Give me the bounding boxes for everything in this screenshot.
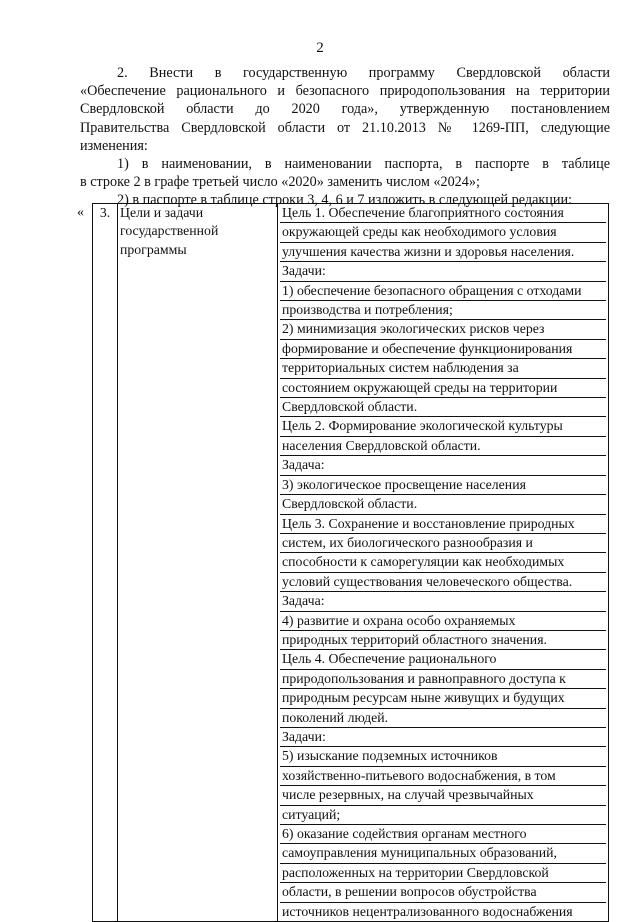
row-name-line: Цели и задачи [120, 205, 204, 220]
content-line: источников нецентрализованного водоснабжения [282, 903, 573, 919]
content-line: Задача: [280, 456, 606, 475]
content-line: числе резервных, на случай чрезвычайных [280, 786, 606, 805]
table-open-quote: « [77, 205, 84, 220]
content-line: населения Свердловской области. [280, 437, 606, 456]
intro-p1-line-4: Правительства Свердловской области от 21.10.2013 № 1269-ПП, следующие [80, 119, 610, 136]
content-line: Цель 4. Обеспечение рационального [280, 650, 606, 669]
content-line: хозяйственно-питьевого водоснабжения, в том [280, 767, 606, 786]
content-line: улучшения качества жизни и здоровья населения. [280, 243, 606, 262]
content-line: поколений людей. [280, 709, 606, 728]
table-row [93, 204, 609, 922]
row-name-line: государственной [120, 223, 219, 239]
content-line: территориальных систем наблюдения за [280, 359, 606, 378]
content-line: природных территорий областного значения. [280, 631, 606, 650]
content-line: ситуаций; [280, 806, 606, 825]
intro-p3: 2) в паспорте в таблице строки 3, 4, 6 и 7 изложить в следующей редакции: [117, 192, 572, 209]
row-number: 3. [93, 204, 118, 922]
intro-p1-line-2: «Обеспечение рационального и безопасного природопользования на территории [80, 83, 610, 100]
content-line: 4) развитие и охрана особо охраняемых [280, 612, 606, 631]
content-line: природным ресурсам ныне живущих и будущих [280, 689, 606, 708]
row-content [278, 204, 609, 922]
content-line: 5) изыскание подземных источников [280, 747, 606, 766]
page-number: 2 [316, 40, 324, 56]
intro-text [80, 64, 610, 210]
content-line: 2) минимизация экологических рисков через [280, 320, 606, 339]
content-line: Задачи: [280, 262, 606, 281]
content-line: Задачи: [280, 728, 606, 747]
intro-p2-line-1: 1) в наименовании, в наименовании паспорта, в паспорте в таблице [117, 156, 610, 173]
content-line: Цель 1. Обеспечение благоприятного состояния [280, 204, 606, 223]
intro-p1-line-3: Свердловской области до 2020 года», утвержденную постановлением [80, 101, 610, 118]
content-line: систем, их биологического разнообразия и [280, 534, 606, 553]
row-name [118, 204, 278, 922]
content-line: Свердловской области. [280, 398, 606, 417]
content-line: производства и потребления; [280, 301, 606, 320]
content-line: самоуправления муниципальных образований, [280, 844, 606, 863]
content-line: условий существования человеческого общества. [280, 573, 606, 592]
content-line: окружающей среды как необходимого условия [280, 223, 606, 242]
content-line: Свердловской области. [280, 495, 606, 514]
content-line: природопользования и равноправного доступа к [280, 670, 606, 689]
content-line: состоянием окружающей среды на территории [280, 379, 606, 398]
content-line: формирование и обеспечение функционирования [280, 340, 606, 359]
content-line: Цель 3. Сохранение и восстановление природных [280, 515, 606, 534]
content-line: 1) обеспечение безопасного обращения с отходами [280, 282, 606, 301]
content-line: Задача: [280, 592, 606, 611]
content-line: области, в решении вопросов обустройства [280, 883, 606, 902]
passport-table [92, 203, 609, 922]
intro-p2-line-2: в строке 2 в графе третьей число «2020» заменить числом «2024»; [80, 174, 480, 191]
content-line: Цель 2. Формирование экологической культуры [280, 417, 606, 436]
intro-p1-line-1: 2. Внести в государственную программу Свердловской области [117, 65, 610, 81]
content-line: 3) экологическое просвещение населения [280, 476, 606, 495]
content-line: 6) оказание содействия органам местного [280, 825, 606, 844]
row-name-line: программы [120, 241, 187, 257]
content-line: способности к саморегуляции как необходимых [280, 553, 606, 572]
content-line: расположенных на территории Свердловской [280, 864, 606, 883]
intro-p1-line-5: изменения: [80, 137, 148, 154]
